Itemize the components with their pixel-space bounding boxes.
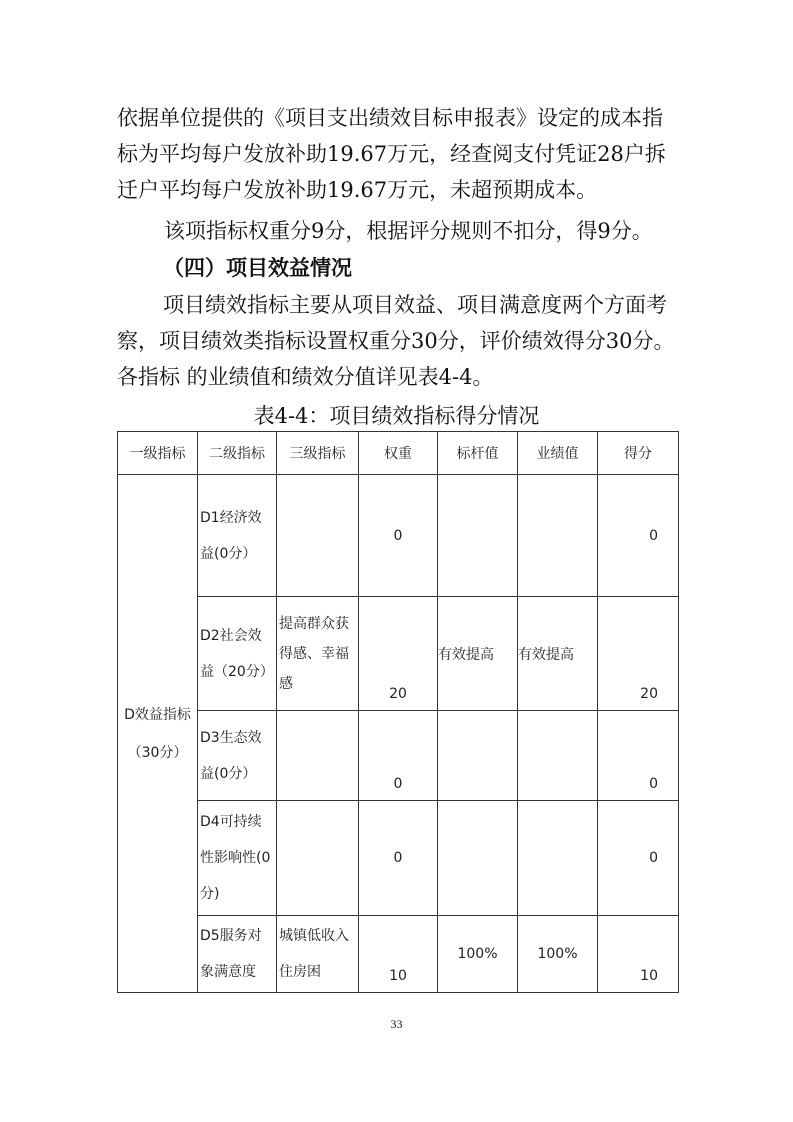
weight-cell: 10 [359, 916, 438, 993]
header-benchmark: 标杆值 [438, 432, 518, 475]
weight-cell: 0 [359, 801, 438, 916]
weight-cell: 0 [359, 711, 438, 801]
paragraph-benefit-summary [117, 287, 683, 395]
benchmark-cell [438, 475, 518, 597]
header-weight: 权重 [359, 432, 438, 475]
table-header-row [118, 432, 679, 475]
table-row [118, 801, 679, 916]
table-row [118, 475, 679, 597]
level3-cell: 城镇低收入住房困 [277, 916, 359, 993]
table-caption: 表4-4：项目绩效指标得分情况 [253, 404, 540, 428]
level3-cell [277, 475, 359, 597]
weight-cell: 20 [359, 597, 438, 711]
paragraph-weight-score: 该项指标权重分9分，根据评分规则不扣分，得9分。 [164, 219, 653, 243]
header-score: 得分 [598, 432, 679, 475]
performance-cell [518, 711, 598, 801]
benchmark-cell: 有效提高 [438, 597, 518, 711]
performance-cell [518, 475, 598, 597]
score-cell: 0 [598, 475, 679, 597]
level2-cell: D4可持续性影响性(0分) [198, 801, 277, 916]
performance-cell [518, 801, 598, 916]
header-level1: 一级指标 [118, 432, 198, 475]
paragraph-cost-indicator: 依据单位提供的《项目支出绩效目标申报表》设定的成本指标为平均每户发放补助19.67万元，经查阅支付凭证28户拆迁户平均每户发放补助19.67万元，未超预期成本。 [117, 106, 666, 202]
performance-score-table [117, 431, 679, 993]
score-cell: 0 [598, 711, 679, 801]
score-cell: 0 [598, 801, 679, 916]
page-number: 33 [390, 1017, 403, 1031]
score-cell: 20 [598, 597, 679, 711]
level1-name: D效益指标 [124, 706, 191, 723]
level2-cell: D5服务对象满意度 [198, 916, 277, 993]
table-row [118, 597, 679, 711]
benchmark-cell [438, 801, 518, 916]
level2-cell: D2社会效益（20分） [198, 597, 277, 711]
table-row [118, 916, 679, 993]
benchmark-cell: 100% [438, 916, 518, 993]
level1-cell [118, 475, 198, 993]
section-heading: （四）项目效益情况 [163, 255, 352, 280]
level2-cell: D3生态效益(0分） [198, 711, 277, 801]
table-row [118, 711, 679, 801]
performance-cell: 100% [518, 916, 598, 993]
header-level3: 三级指标 [277, 432, 359, 475]
level3-cell: 提高群众获得感、幸福感 [277, 597, 359, 711]
header-level2: 二级指标 [198, 432, 277, 475]
header-performance: 业绩值 [518, 432, 598, 475]
benchmark-cell [438, 711, 518, 801]
level1-points: （30分） [127, 744, 188, 761]
score-cell: 10 [598, 916, 679, 993]
level3-cell [277, 711, 359, 801]
weight-cell: 0 [359, 475, 438, 597]
paragraph-benefit-text: 项目绩效指标主要从项目效益、项目满意度两个方面考察，项目绩效类指标设置权重分30分，评价绩效得分30分。各指标 的业绩值和绩效分值详见表4-4。 [117, 293, 675, 389]
level2-cell: D1经济效益(0分） [198, 475, 277, 597]
level3-cell [277, 801, 359, 916]
performance-cell: 有效提高 [518, 597, 598, 711]
